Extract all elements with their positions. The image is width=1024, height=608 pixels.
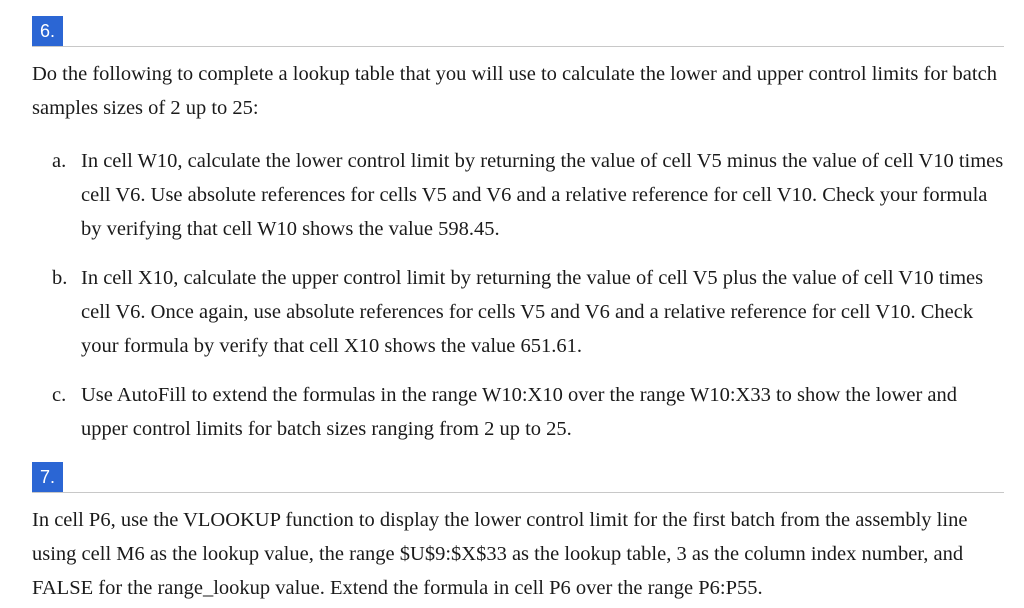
list-item	[52, 144, 1007, 246]
step-6-intro: Do the following to complete a lookup table that you will use to calculate the lower and upper control limits for batch samples sizes of 2 up to 25:	[32, 63, 997, 119]
list-item	[52, 261, 1007, 363]
list-item	[52, 378, 1007, 446]
list-item-letter: c.	[52, 384, 67, 406]
list-item-text: Use AutoFill to extend the formulas in the range W10:X10 over the range W10:X33 to show the lower and upper control limits for batch sizes ranging from 2 up to 25.	[81, 384, 958, 440]
list-item-text: In cell W10, calculate the lower control limit by returning the value of cell V5 minus the value of cell V10 times cell V6. Use absolute references for cells V5 and V6 and a relative reference for cell V10. Check your formula by verifying that cell W10 shows the value 598.45.	[81, 150, 1004, 240]
list-item-letter: a.	[52, 150, 67, 172]
list-item-text: In cell X10, calculate the upper control limit by returning the value of cell V5 plus the value of cell V10 times cell V6. Once again, use absolute references for cells V5 and V6 and a relative reference for cell V10. Check your formula by verify that cell X10 shows the value 651.61.	[81, 267, 984, 357]
list-item-letter: b.	[52, 267, 68, 289]
step-7-header	[32, 462, 1004, 493]
step-6-header	[32, 16, 1004, 47]
section-divider	[32, 46, 1004, 47]
section-divider	[32, 492, 1004, 493]
step-7-instruction: In cell P6, use the VLOOKUP function to display the lower control limit for the first batch from the assembly line using cell M6 as the lookup value, the range $U$9:$X$33 as the lookup table, 3 as the column index number, and FALSE for the range_lookup value. Extend the formula in cell P6 over the range P6:P55.	[32, 509, 968, 599]
step-number-badge: 7.	[32, 462, 63, 493]
step-number-badge: 6.	[32, 16, 63, 47]
